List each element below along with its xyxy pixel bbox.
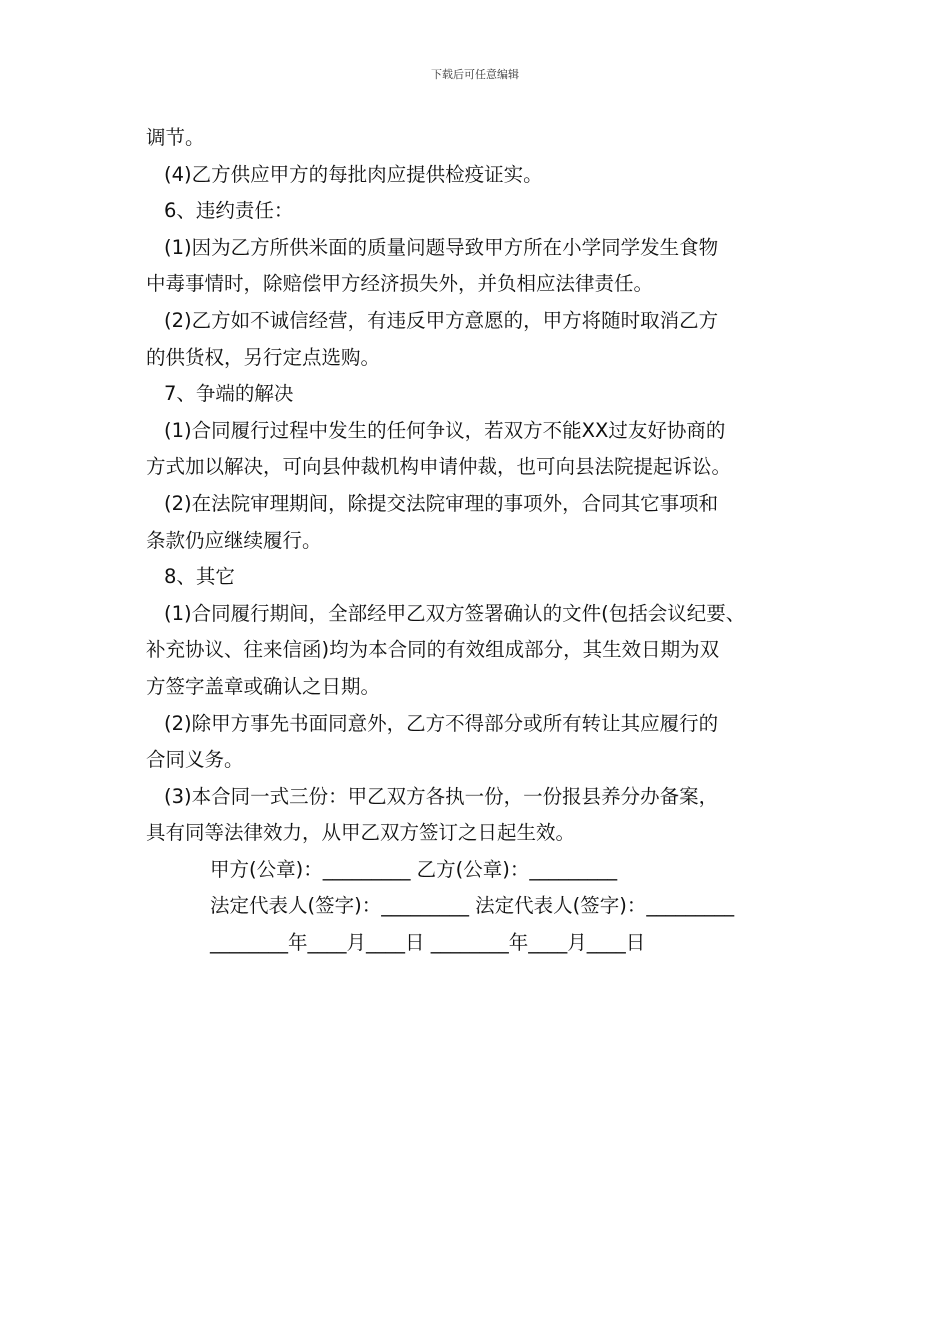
contract-text-line: 条款仍应继续履行。 — [146, 528, 322, 552]
contract-text-line: 的供货权，另行定点选购。 — [146, 345, 381, 369]
contract-text-line: (1)因为乙方所供米面的质量问题导致甲方所在小学同学发生食物 — [164, 235, 719, 259]
contract-text-line: 方式加以解决，可向县仲裁机构申请仲裁，也可向县法院提起诉讼。 — [146, 455, 732, 479]
contract-text-line: 补充协议、往来信函)均为本合同的有效组成部分，其生效日期为双 — [146, 638, 720, 662]
contract-text-line: 6、违约责任： — [164, 199, 294, 223]
signature-line: 甲方(公章)：_________ 乙方(公章)：_________ — [210, 857, 618, 881]
contract-text-line: (1)合同履行过程中发生的任何争议，若双方不能XX过友好协商的 — [164, 418, 726, 442]
contract-text-line: 中毒事情时，除赔偿甲方经济损失外，并负相应法律责任。 — [146, 272, 654, 296]
signature-line: 法定代表人(签字)：_________ 法定代表人(签字)：_________ — [210, 894, 735, 918]
contract-text-line: (3)本合同一式三份：甲乙双方各执一份，一份报县养分办备案， — [164, 784, 719, 808]
contract-text-line: 方签字盖章或确认之日期。 — [146, 674, 381, 698]
contract-text-line: 7、争端的解决 — [164, 382, 294, 406]
page-header: 下载后可任意编辑 — [431, 68, 519, 81]
contract-text-line: (2)除甲方事先书面同意外，乙方不得部分或所有转让其应履行的 — [164, 711, 719, 735]
contract-text-line: 8、其它 — [164, 565, 235, 589]
contract-text-line: 调节。 — [146, 126, 205, 149]
contract-body — [146, 120, 811, 962]
contract-text-line: (2)乙方如不诚信经营，有违反甲方意愿的，甲方将随时取消乙方 — [164, 308, 719, 332]
contract-text-line: (4)乙方供应甲方的每批肉应提供检疫证实。 — [164, 162, 543, 186]
signature-line: ________年____月____日 ________年____月____日 — [210, 931, 646, 955]
contract-text-line: (1)合同履行期间，全部经甲乙双方签署确认的文件(包括会议纪要、 — [164, 601, 746, 625]
contract-text-line: 合同义务。 — [146, 748, 244, 772]
contract-text-line: (2)在法院审理期间，除提交法院审理的事项外，合同其它事项和 — [164, 491, 719, 515]
contract-text-line: 具有同等法律效力，从甲乙双方签订之日起生效。 — [146, 821, 576, 845]
